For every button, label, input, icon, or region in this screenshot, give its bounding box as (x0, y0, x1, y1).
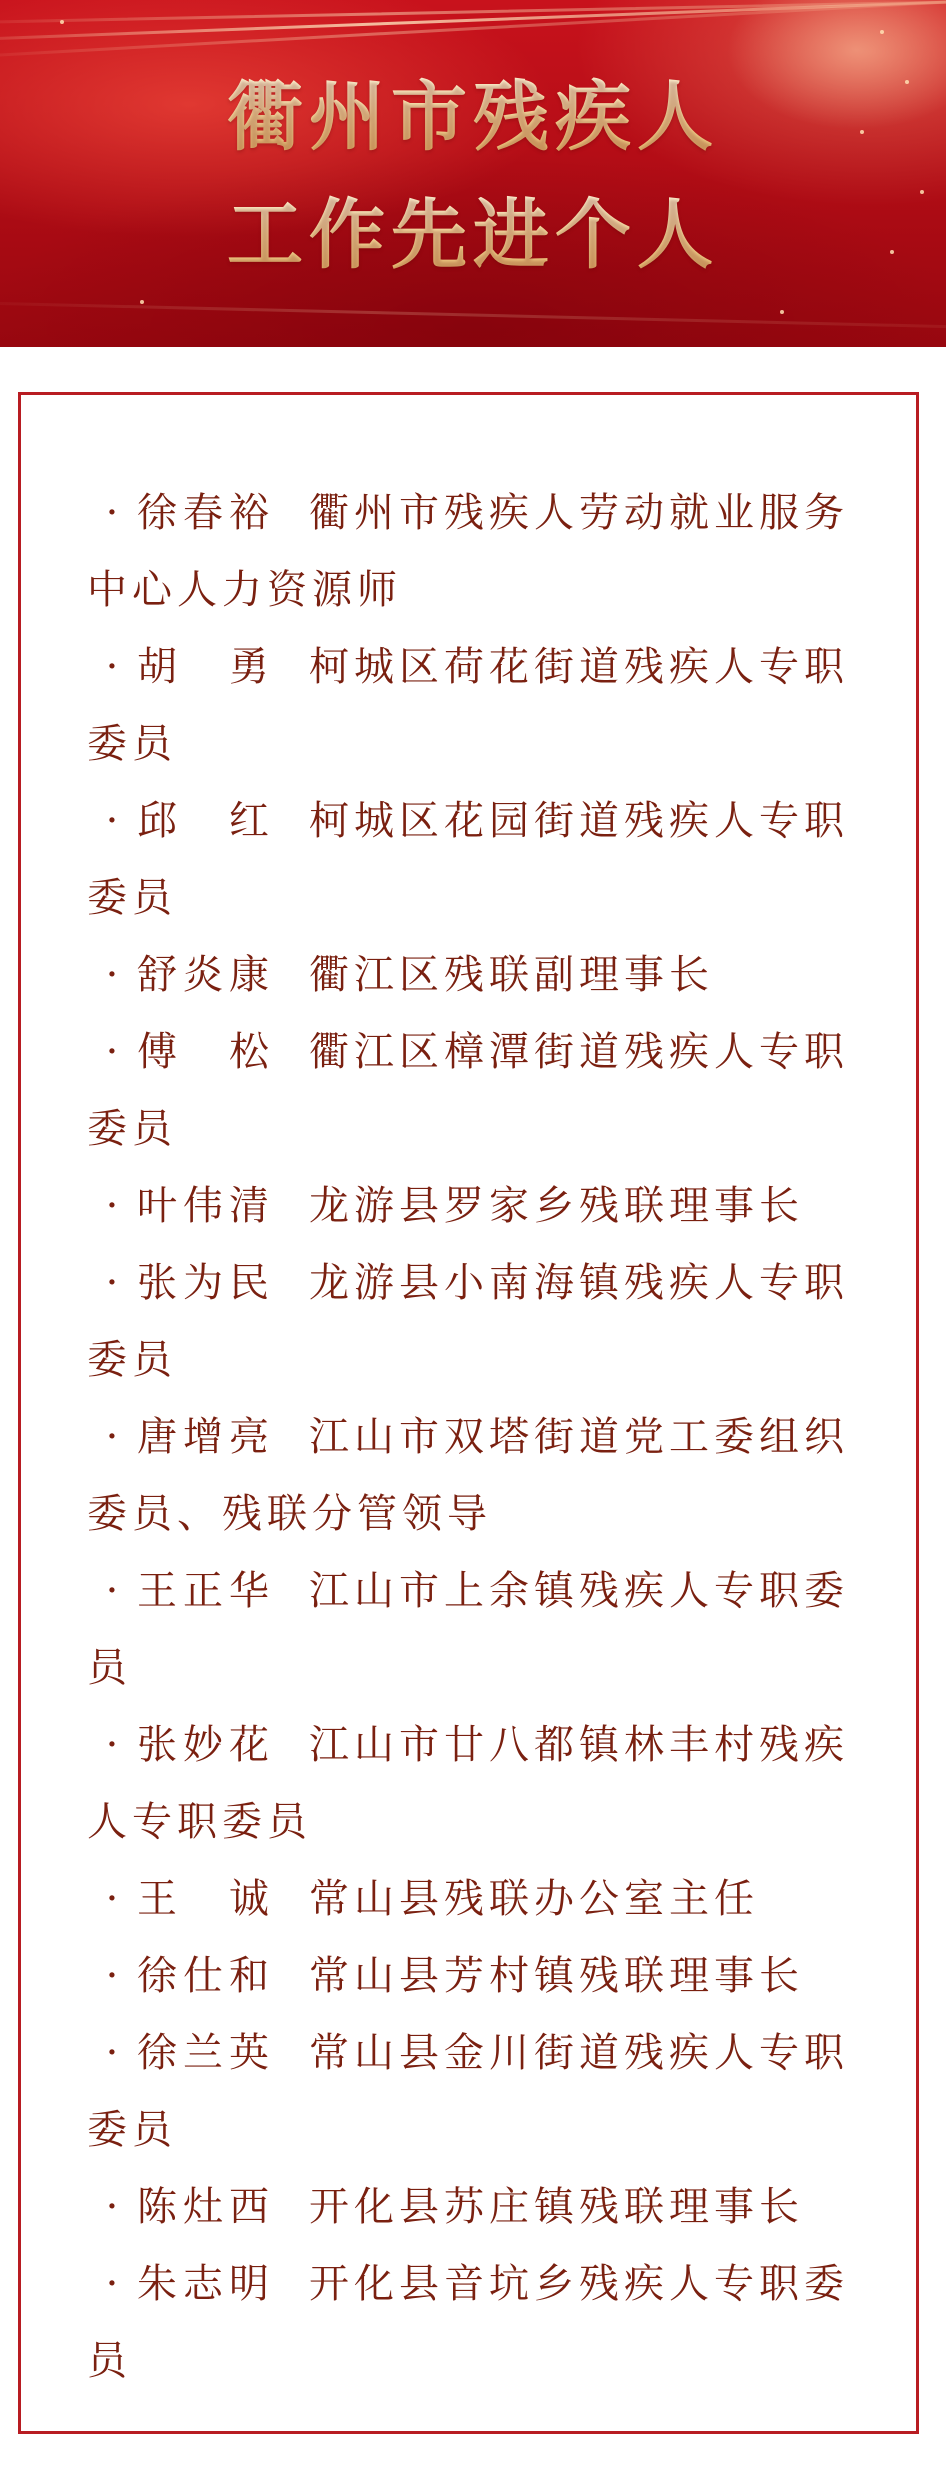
honoree-name: 舒炎康 (137, 952, 275, 998)
sparkle (60, 20, 64, 24)
honoree-entry (87, 2015, 865, 2169)
gold-light-streak (0, 300, 946, 330)
honoree-position: 衢州市残疾人劳动就业服务中心人力资源师 (87, 490, 849, 613)
honoree-list (87, 475, 865, 2400)
sparkle (780, 310, 784, 314)
bullet-dot-icon: · (105, 1183, 119, 1229)
honoree-name: 傅 松 (137, 1029, 275, 1075)
honoree-name: 张妙花 (137, 1722, 275, 1768)
honoree-position: 开化县音坑乡残疾人专职委员 (87, 2261, 849, 2384)
honoree-entry (87, 1168, 865, 1245)
honoree-position: 龙游县小南海镇残疾人专职委员 (87, 1260, 849, 1383)
bullet-dot-icon: · (105, 2184, 119, 2230)
honoree-position: 常山县残联办公室主任 (309, 1876, 759, 1922)
honoree-name: 徐春裕 (137, 490, 275, 536)
bullet-dot-icon: · (105, 1568, 119, 1614)
honoree-entry (87, 937, 865, 1014)
bullet-dot-icon: · (105, 644, 119, 690)
honoree-entry (87, 2169, 865, 2246)
bullet-dot-icon: · (105, 1029, 119, 1075)
honoree-name: 王正华 (137, 1568, 275, 1614)
bullet-dot-icon: · (105, 2030, 119, 2076)
honoree-entry (87, 1245, 865, 1399)
honoree-name: 徐仕和 (137, 1953, 275, 1999)
bullet-dot-icon: · (105, 1953, 119, 1999)
honoree-position: 江山市双塔街道党工委组织委员、残联分管领导 (87, 1414, 849, 1537)
honoree-position: 衢江区樟潭街道残疾人专职委员 (87, 1029, 849, 1152)
honoree-position: 柯城区花园街道残疾人专职委员 (87, 798, 849, 921)
honoree-position: 衢江区残联副理事长 (309, 952, 714, 998)
bullet-dot-icon: · (105, 952, 119, 998)
honoree-position: 江山市廿八都镇林丰村残疾人专职委员 (87, 1722, 849, 1845)
honoree-name: 胡 勇 (137, 644, 275, 690)
header-banner (0, 0, 946, 347)
honoree-position: 江山市上余镇残疾人专职委员 (87, 1568, 849, 1691)
honoree-position: 常山县金川街道残疾人专职委员 (87, 2030, 849, 2153)
honoree-name: 张为民 (137, 1260, 275, 1306)
honoree-position: 常山县芳村镇残联理事长 (309, 1953, 804, 1999)
honoree-entry (87, 1938, 865, 2015)
honoree-entry (87, 2246, 865, 2400)
bullet-dot-icon: · (105, 2261, 119, 2307)
bullet-dot-icon: · (105, 798, 119, 844)
honoree-name: 朱志明 (137, 2261, 275, 2307)
bullet-dot-icon: · (105, 1260, 119, 1306)
honoree-entry (87, 1861, 865, 1938)
honoree-entry (87, 1707, 865, 1861)
honoree-name: 徐兰英 (137, 2030, 275, 2076)
honoree-entry (87, 629, 865, 783)
honoree-position: 柯城区荷花街道残疾人专职委员 (87, 644, 849, 767)
sparkle (880, 30, 884, 34)
honoree-name: 唐增亮 (137, 1414, 275, 1460)
honoree-entry (87, 475, 865, 629)
bullet-dot-icon: · (105, 490, 119, 536)
honoree-name: 陈灶西 (137, 2184, 275, 2230)
honoree-position: 龙游县罗家乡残联理事长 (309, 1183, 804, 1229)
honoree-entry (87, 1399, 865, 1553)
bullet-dot-icon: · (105, 1414, 119, 1460)
bullet-dot-icon: · (105, 1722, 119, 1768)
honoree-name: 邱 红 (137, 798, 275, 844)
honoree-name: 王 诚 (137, 1876, 275, 1922)
honoree-position: 开化县苏庄镇残联理事长 (309, 2184, 804, 2230)
honoree-entry (87, 783, 865, 937)
honoree-entry (87, 1553, 865, 1707)
page-title-line-1: 衢州市残疾人 (0, 72, 946, 162)
sparkle (140, 300, 144, 304)
page-title-line-2: 工作先进个人 (0, 190, 946, 280)
bullet-dot-icon: · (105, 1876, 119, 1922)
honoree-entry (87, 1014, 865, 1168)
honoree-name: 叶伟清 (137, 1183, 275, 1229)
